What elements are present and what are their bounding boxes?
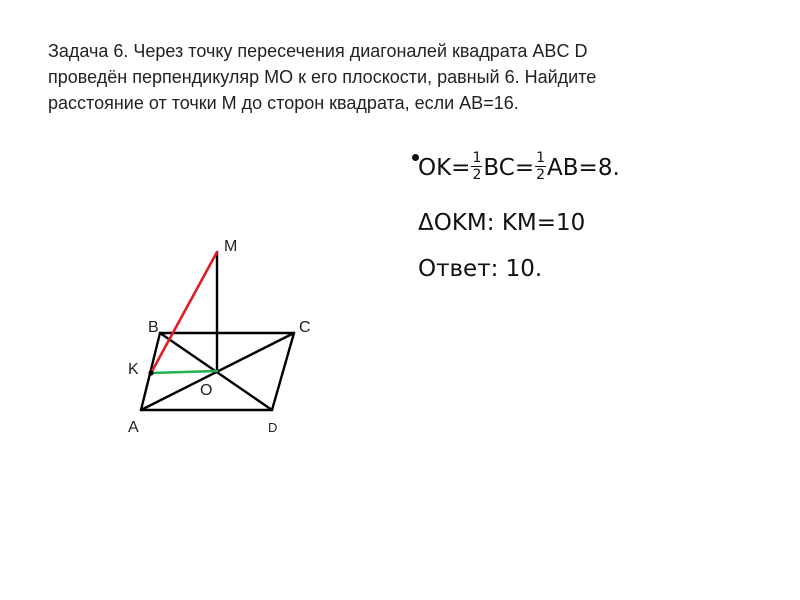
label-o: O: [200, 382, 213, 399]
problem-line-3: расстояние от точки М до сторон квадрата, если AB=16.: [48, 93, 519, 113]
label-m: M: [224, 238, 238, 255]
solution-bc-part: BC=: [483, 155, 535, 181]
label-k: K: [128, 361, 139, 378]
fraction-denominator: 2: [536, 167, 546, 183]
solution-ok-prefix: OK=: [418, 155, 471, 181]
problem-line-2: проведён перпендикуляр МО к его плоскости, равный 6. Найдите: [48, 67, 597, 87]
edge-cd: [272, 333, 294, 410]
problem-line-1: Задача 6. Через точку пересечения диагоналей квадрата ABC D: [48, 41, 588, 61]
label-b: B: [148, 319, 159, 336]
label-c: C: [299, 319, 311, 336]
solution-line-3: Ответ: 10.: [418, 256, 543, 282]
point-k-dot: [148, 370, 153, 375]
fraction-numerator: 1: [472, 150, 482, 166]
solution-ab-part: AB=8.: [547, 155, 620, 181]
segment-ko: [151, 371, 217, 373]
label-a: A: [128, 419, 139, 436]
fraction-numerator: 1: [536, 150, 546, 166]
solution-line-2: ΔOKM: KM=10: [418, 210, 586, 236]
segment-mk: [151, 252, 217, 373]
fraction-denominator: 2: [472, 167, 482, 183]
label-d: D: [268, 420, 278, 435]
